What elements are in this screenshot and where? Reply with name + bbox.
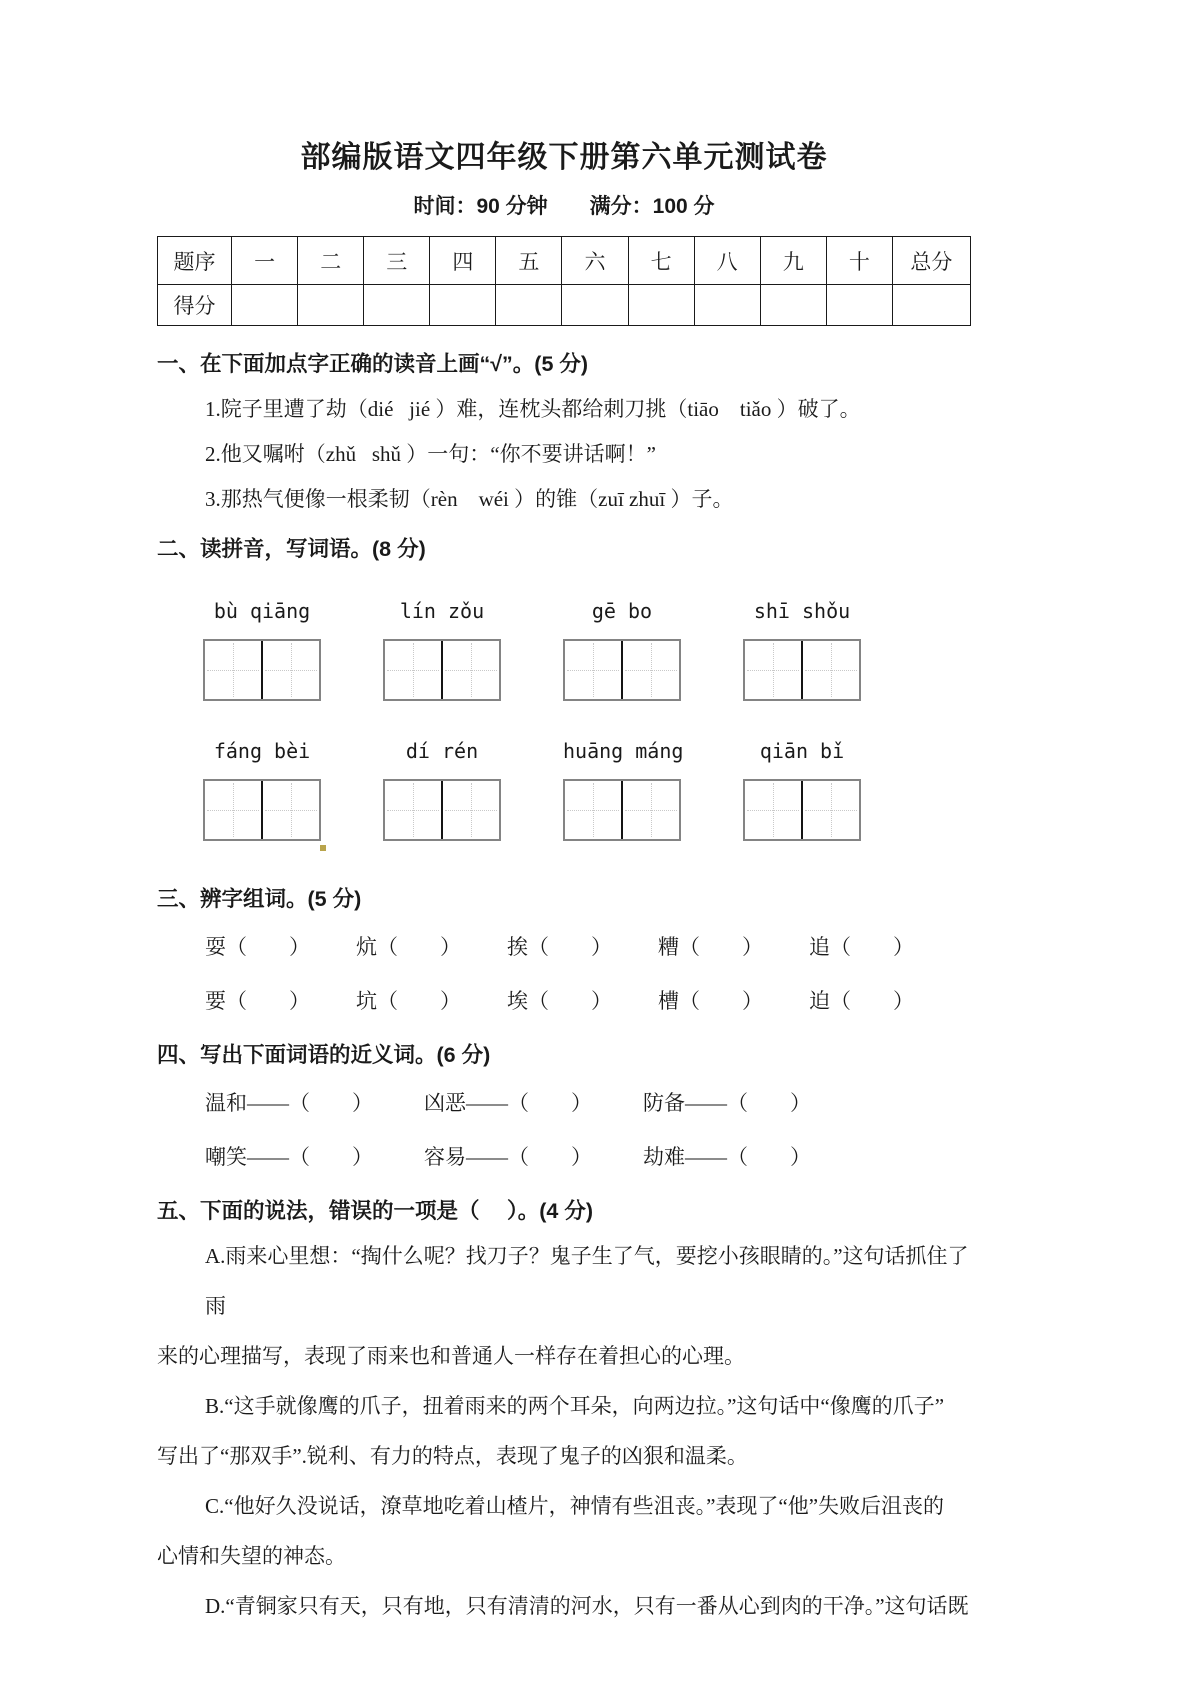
- word-bracket-row-1: [157, 933, 971, 961]
- word-bracket-item: 炕（ ）: [356, 935, 461, 959]
- grid-cell: [441, 781, 499, 839]
- writing-grid: [203, 779, 321, 841]
- section-4-heading: 四、写出下面词语的近义词。(6 分): [157, 1043, 491, 1067]
- grid-cell: [441, 641, 499, 699]
- paper-content: [157, 0, 971, 1631]
- pinyin-label: lín zǒu: [399, 599, 485, 623]
- score-table-row-label: 题序: [158, 237, 232, 285]
- pinyin-label: fáng bèi: [213, 739, 311, 763]
- writing-grid: [383, 779, 501, 841]
- pinyin-label: huāng máng: [563, 739, 684, 763]
- grid-cell: [621, 641, 679, 699]
- option-b-line-1: B.“这手就像鹰的爪子，扭着雨来的两个耳朵，向两边拉。”这句话中“像鹰的爪子”: [205, 1394, 945, 1418]
- option-d-line-1: D.“青铜家只有天，只有地，只有清清的河水，只有一番从心到肉的干净。”这句话既: [205, 1594, 969, 1618]
- section-1-heading: 一、在下面加点字正确的读音上画“√”。(5 分): [157, 352, 589, 376]
- option-a-line-2: 来的心理描写，表现了雨来也和普通人一样存在着担心的心理。: [157, 1344, 745, 1368]
- writing-grid: [563, 779, 681, 841]
- score-cell: [298, 285, 364, 326]
- grid-cell: [801, 641, 859, 699]
- writing-grid: [743, 639, 861, 701]
- writing-grid: [743, 779, 861, 841]
- option-b-line-2: 写出了“那双手”.锐利、有力的特点，表现了鬼子的凶狠和温柔。: [157, 1444, 748, 1468]
- question-number-cell: 十: [826, 237, 892, 285]
- score-cell: [694, 285, 760, 326]
- section-5-heading: 五、下面的说法，错误的一项是（ ）。(4 分): [157, 1199, 593, 1223]
- word-bracket-item: 挨（ ）: [507, 935, 612, 959]
- score-cell: [826, 285, 892, 326]
- pinyin-label: bù qiāng: [213, 599, 311, 623]
- question-number-cell: 九: [760, 237, 826, 285]
- question-number-cell: 二: [298, 237, 364, 285]
- score-row-label: 得分: [158, 285, 232, 326]
- pinyin-label-row-1: [157, 599, 971, 623]
- synonym-row-1: [157, 1089, 971, 1117]
- score-cell: [364, 285, 430, 326]
- word-bracket-item: 追（ ）: [809, 935, 914, 959]
- pinyin-label: gē bo: [591, 599, 653, 623]
- score-cell: [430, 285, 496, 326]
- question-item-2: 2.他又嘱咐（zhǔ shǔ ）一句：“你不要讲话啊！”: [205, 442, 656, 466]
- exam-meta: 时间：90 分钟 满分：100 分: [413, 195, 715, 218]
- pinyin-label-row-2: [157, 739, 971, 763]
- synonym-item: 容易——（ ）: [424, 1145, 592, 1169]
- pinyin-label: qiān bǐ: [759, 739, 845, 763]
- section-3-heading: 三、辨字组词。(5 分): [157, 887, 362, 911]
- option-c-line-2: 心情和失望的神态。: [157, 1544, 346, 1568]
- score-cell: [232, 285, 298, 326]
- grid-cell: [205, 641, 261, 699]
- word-bracket-item: 坑（ ）: [356, 989, 461, 1013]
- synonym-item: 温和——（ ）: [205, 1091, 373, 1115]
- question-number-cell: 六: [562, 237, 628, 285]
- synonym-item: 劫难——（ ）: [643, 1145, 811, 1169]
- pinyin-label: dí rén: [405, 739, 479, 763]
- synonym-item: 防备——（ ）: [643, 1091, 811, 1115]
- word-bracket-item: 糟（ ）: [658, 935, 763, 959]
- grid-cell: [261, 641, 319, 699]
- grid-cell: [261, 781, 319, 839]
- score-row: [158, 285, 971, 326]
- stray-ink-dot: [320, 845, 326, 851]
- page-title: 部编版语文四年级下册第六单元测试卷: [300, 141, 828, 174]
- question-number-cell: 四: [430, 237, 496, 285]
- total-score-cell: [892, 285, 970, 326]
- question-number-cell: 三: [364, 237, 430, 285]
- section-2-heading: 二、读拼音，写词语。(8 分): [157, 537, 426, 561]
- grid-cell: [385, 641, 441, 699]
- total-score-header-cell: 总分: [892, 237, 970, 285]
- section-5-options: [157, 1231, 971, 1631]
- word-bracket-item: 要（ ）: [205, 989, 310, 1013]
- synonym-item: 凶恶——（ ）: [424, 1091, 592, 1115]
- grid-cell: [565, 781, 621, 839]
- word-bracket-item: 槽（ ）: [658, 989, 763, 1013]
- grid-cell: [205, 781, 261, 839]
- score-cell: [562, 285, 628, 326]
- writing-grid: [563, 639, 681, 701]
- grid-cell: [801, 781, 859, 839]
- word-bracket-row-2: [157, 987, 971, 1015]
- score-cell: [760, 285, 826, 326]
- question-number-cell: 一: [232, 237, 298, 285]
- question-number-cell: 七: [628, 237, 694, 285]
- question-number-cell: 五: [496, 237, 562, 285]
- score-cell: [496, 285, 562, 326]
- synonym-row-2: [157, 1143, 971, 1171]
- grid-cell: [621, 781, 679, 839]
- grid-cell: [745, 641, 801, 699]
- score-table: [157, 236, 971, 326]
- pinyin-label: shī shǒu: [753, 599, 851, 623]
- question-item-3: 3.那热气便像一根柔韧（rèn wéi ）的锥（zuī zhuī ）子。: [205, 487, 734, 511]
- score-cell: [628, 285, 694, 326]
- option-c-line-1: C.“他好久没说话，潦草地吃着山楂片，神情有些沮丧。”表现了“他”失败后沮丧的: [205, 1494, 945, 1518]
- question-item-1: 1.院子里遭了劫（dié jié ）难，连枕头都给刺刀挑（tiāo tiǎo ）破了。: [205, 397, 861, 421]
- question-number-cell: 八: [694, 237, 760, 285]
- word-bracket-item: 耍（ ）: [205, 935, 310, 959]
- question-order-row: [158, 237, 971, 285]
- synonym-item: 嘲笑——（ ）: [205, 1145, 373, 1169]
- writing-grid: [203, 639, 321, 701]
- grid-cell: [565, 641, 621, 699]
- word-bracket-item: 迫（ ）: [809, 989, 914, 1013]
- writing-grid-row-2: [157, 779, 971, 841]
- writing-grid-row-1: [157, 639, 971, 701]
- writing-grid: [383, 639, 501, 701]
- grid-cell: [745, 781, 801, 839]
- grid-cell: [385, 781, 441, 839]
- word-bracket-item: 埃（ ）: [507, 989, 612, 1013]
- option-a-line-1: A.雨来心里想：“掏什么呢？找刀子？鬼子生了气，要挖小孩眼睛的。”这句话抓住了雨: [205, 1244, 969, 1318]
